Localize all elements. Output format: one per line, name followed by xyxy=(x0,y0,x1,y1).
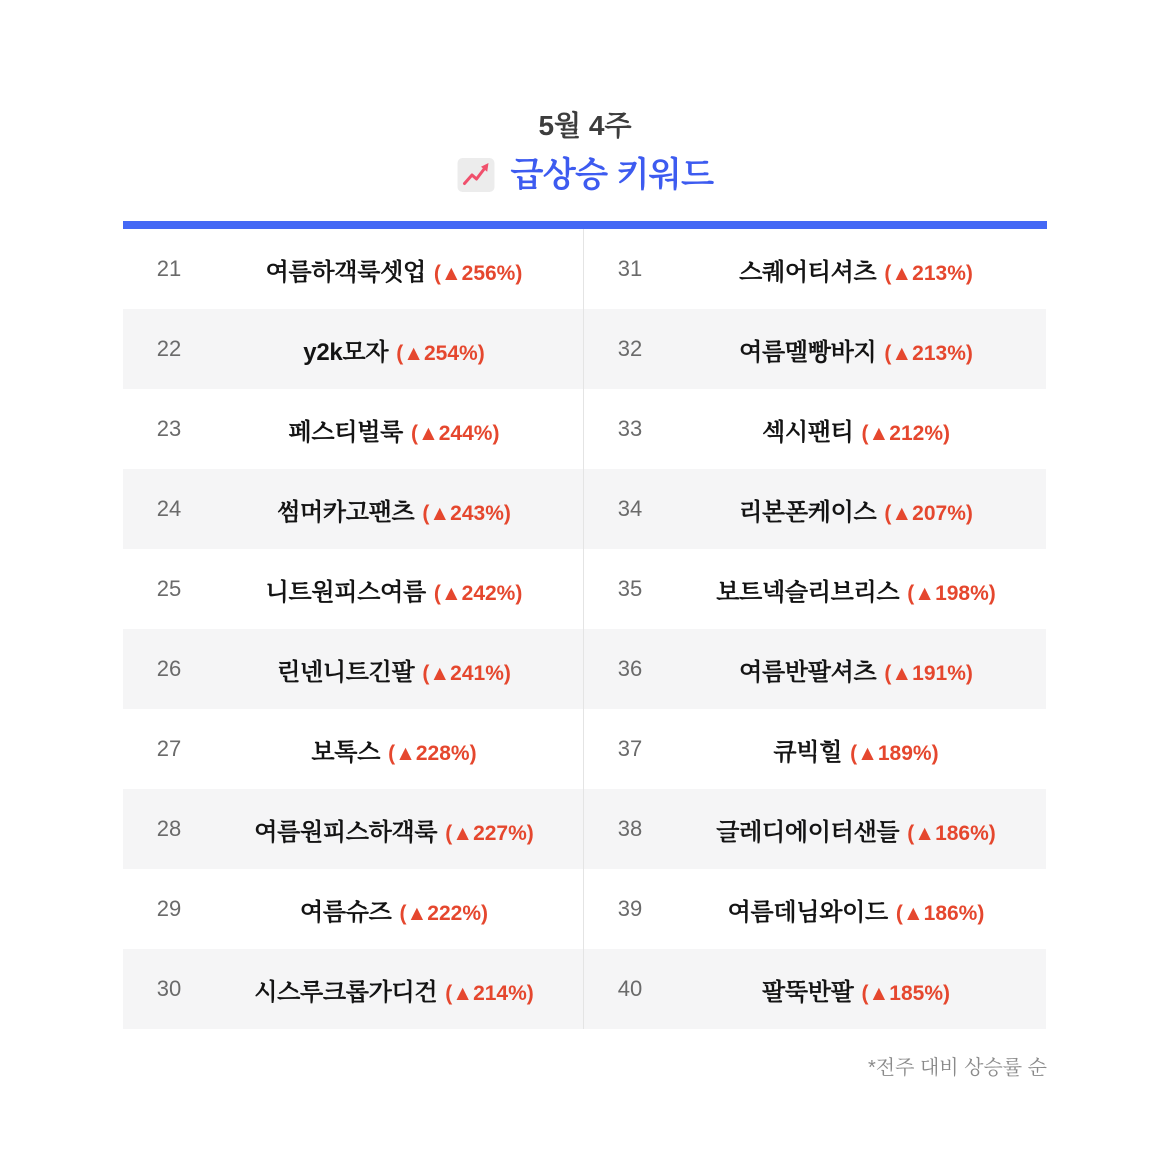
rank-number: 33 xyxy=(617,416,643,441)
keyword-row xyxy=(584,309,1046,389)
change-percent: (▲189%) xyxy=(850,741,939,765)
keyword-group xyxy=(215,492,583,527)
change-percent: (▲241%) xyxy=(422,661,511,685)
keyword-table xyxy=(123,229,1047,1029)
keyword-text: 리본폰케이스 xyxy=(739,498,877,526)
accent-bar xyxy=(123,221,1047,229)
keyword-text: 썸머카고팬츠 xyxy=(277,498,415,526)
keyword-group xyxy=(215,972,583,1007)
keyword-row xyxy=(584,949,1046,1029)
keyword-text: 여름반팔셔츠 xyxy=(739,658,877,686)
keyword-group xyxy=(215,892,583,927)
keyword-row xyxy=(123,869,583,949)
rank-number: 39 xyxy=(617,896,643,921)
keyword-group xyxy=(215,252,583,287)
keyword-text: 여름하객룩셋업 xyxy=(265,258,426,286)
keyword-group xyxy=(215,812,583,847)
rank-number: 25 xyxy=(156,576,182,601)
keyword-column-right xyxy=(584,229,1046,1029)
keyword-group xyxy=(676,892,1046,927)
keyword-text: 팔뚝반팔 xyxy=(761,978,854,1006)
keyword-row xyxy=(584,629,1046,709)
rank-number: 31 xyxy=(617,256,643,281)
change-percent: (▲254%) xyxy=(396,341,485,365)
change-percent: (▲244%) xyxy=(410,421,500,445)
keyword-row xyxy=(123,949,583,1029)
change-percent: (▲228%) xyxy=(388,741,477,765)
keyword-group xyxy=(676,252,1046,287)
rank-number: 26 xyxy=(156,656,182,681)
keyword-row xyxy=(123,549,583,629)
change-percent: (▲243%) xyxy=(422,501,511,525)
rank-number: 30 xyxy=(156,976,182,1001)
rank-number: 36 xyxy=(617,656,643,681)
keyword-group xyxy=(215,412,583,447)
keyword-row xyxy=(584,389,1046,469)
title-row xyxy=(0,153,1170,197)
rank-number: 34 xyxy=(617,496,643,521)
keyword-group xyxy=(676,652,1046,687)
chart-increasing-icon xyxy=(456,155,496,195)
change-percent: (▲191%) xyxy=(884,661,973,685)
keyword-text: 큐빅힐 xyxy=(773,738,843,766)
footnote: *전주 대비 상승률 순 xyxy=(867,1057,1047,1079)
rank-number: 28 xyxy=(156,816,182,841)
keyword-text: 시스루크롭가디건 xyxy=(254,978,438,1006)
change-percent: (▲186%) xyxy=(895,901,985,925)
keyword-row xyxy=(584,229,1046,309)
keyword-group xyxy=(215,652,583,687)
keyword-row xyxy=(123,229,583,309)
keyword-row xyxy=(584,869,1046,949)
keyword-group xyxy=(676,812,1046,847)
keyword-row xyxy=(123,789,583,869)
keyword-group xyxy=(215,572,583,607)
keyword-row xyxy=(584,709,1046,789)
change-percent: (▲186%) xyxy=(907,821,996,845)
keyword-text: 린넨니트긴팔 xyxy=(277,658,415,686)
rank-number: 22 xyxy=(156,336,182,361)
change-percent: (▲222%) xyxy=(399,901,489,925)
change-percent: (▲207%) xyxy=(884,501,973,525)
keyword-text: 글레디에이터샌들 xyxy=(716,818,900,846)
keyword-row xyxy=(123,469,583,549)
keyword-text: 보톡스 xyxy=(311,738,381,766)
week-label: 5월 4주 xyxy=(538,110,632,141)
keyword-row xyxy=(123,629,583,709)
page-title: 급상승 키워드 xyxy=(510,156,714,194)
rank-number: 35 xyxy=(617,576,643,601)
keyword-row xyxy=(584,469,1046,549)
rank-number: 38 xyxy=(617,816,643,841)
keyword-text: 여름원피스하객룩 xyxy=(254,818,438,846)
keyword-text: 여름멜빵바지 xyxy=(739,338,877,366)
rank-number: 37 xyxy=(617,736,643,761)
rank-number: 40 xyxy=(617,976,643,1001)
rank-number: 27 xyxy=(156,736,182,761)
keyword-row xyxy=(123,709,583,789)
change-percent: (▲198%) xyxy=(907,581,996,605)
keyword-text: 여름슈즈 xyxy=(299,898,392,926)
keyword-column-left xyxy=(123,229,584,1029)
change-percent: (▲213%) xyxy=(884,341,973,365)
keyword-text: 니트원피스여름 xyxy=(265,578,426,606)
keyword-group xyxy=(676,972,1046,1007)
keyword-group xyxy=(215,332,583,367)
keyword-row xyxy=(584,789,1046,869)
change-percent: (▲256%) xyxy=(433,261,523,285)
keyword-row xyxy=(123,309,583,389)
keyword-group xyxy=(676,572,1046,607)
rank-number: 24 xyxy=(156,496,182,521)
keyword-group xyxy=(676,412,1046,447)
change-percent: (▲242%) xyxy=(433,581,523,605)
keyword-text: 여름데님와이드 xyxy=(727,898,888,926)
change-percent: (▲212%) xyxy=(861,421,951,445)
keyword-group xyxy=(676,332,1046,367)
keyword-text: 보트넥슬리브리스 xyxy=(716,578,900,606)
rank-number: 32 xyxy=(617,336,643,361)
keyword-row xyxy=(123,389,583,469)
rank-number: 21 xyxy=(156,256,182,281)
keyword-row xyxy=(584,549,1046,629)
keyword-group xyxy=(676,732,1046,767)
rank-number: 23 xyxy=(156,416,182,441)
rank-number: 29 xyxy=(156,896,182,921)
keyword-group xyxy=(215,732,583,767)
change-percent: (▲185%) xyxy=(861,981,951,1005)
change-percent: (▲227%) xyxy=(445,821,534,845)
keyword-text: y2k모자 xyxy=(303,338,389,366)
change-percent: (▲213%) xyxy=(884,261,973,285)
keyword-group xyxy=(676,492,1046,527)
keyword-text: 페스티벌룩 xyxy=(288,418,403,446)
keyword-text: 스퀘어티셔츠 xyxy=(739,258,877,286)
change-percent: (▲214%) xyxy=(445,981,534,1005)
keyword-text: 섹시팬티 xyxy=(761,418,854,446)
